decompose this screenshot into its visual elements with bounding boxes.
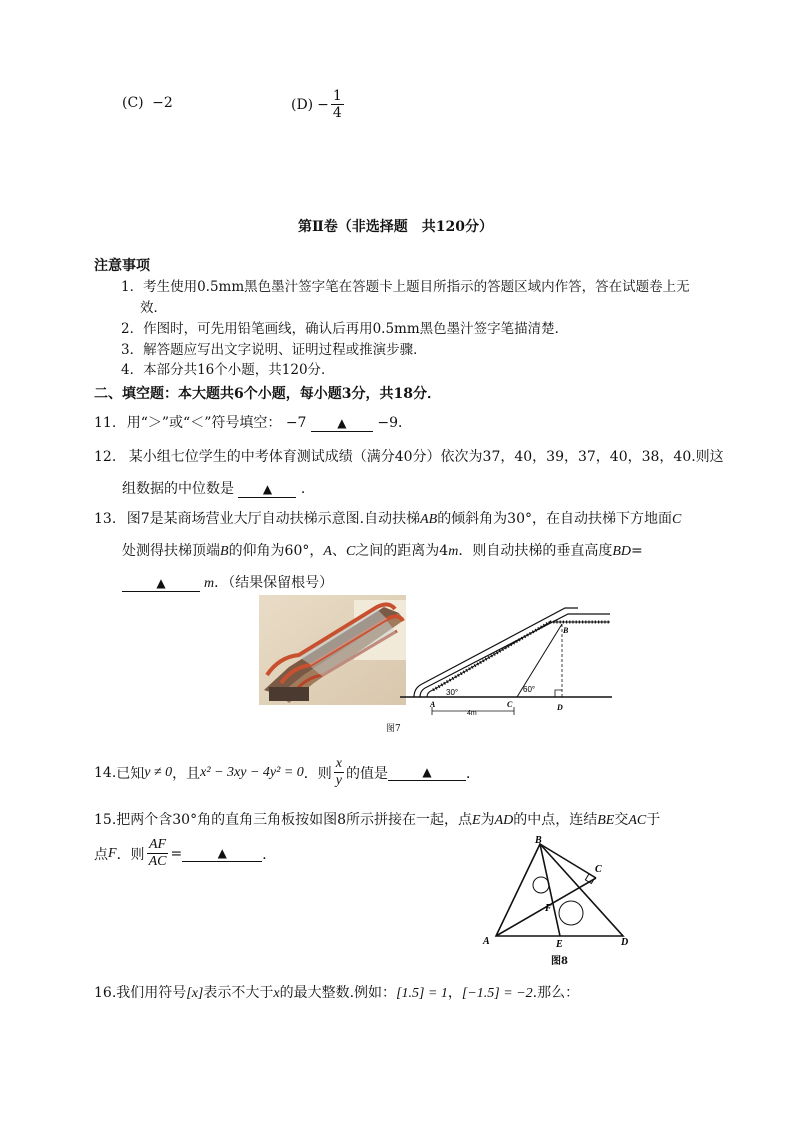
question-14: [94, 756, 480, 789]
note-1: 1．考生使用0.5mm黑色墨汁签字笔在答题卡上题目所指示的答题区域内作答，答在试题卷上无: [121, 279, 690, 295]
escalator-diagram: [400, 600, 618, 720]
q14-answer-blank[interactable]: [388, 764, 466, 781]
q14-frac-den: y: [335, 773, 342, 788]
escalator-photo: [259, 595, 406, 705]
q15-number: 15.: [94, 812, 117, 828]
fig8-caption: 图8: [551, 956, 568, 967]
q13-number: 13.: [94, 511, 117, 527]
q16-example-1: [1.5] = 1: [396, 986, 448, 1001]
answer-triangle-icon: ▲: [337, 416, 347, 430]
q15-text-1c: 的中点，连结: [513, 812, 598, 828]
q14-fraction: [334, 756, 344, 789]
fig7-caption: 图7: [386, 724, 401, 734]
q13-text-2b: 的仰角为60°，: [228, 543, 324, 559]
q15-text-1b: 为: [480, 812, 495, 828]
q13-answer-blank[interactable]: [122, 575, 200, 592]
option-d: [291, 88, 346, 121]
q15-answer-blank[interactable]: [182, 845, 262, 862]
q12-line1: 某小组七位学生的中考体育测试成绩（满分40分）依次为37，40，39，37，40，38，40.则这: [128, 449, 724, 465]
q16-text-b: 表示不大于: [203, 985, 274, 1001]
fig8-label-b: B: [535, 835, 542, 846]
note-3: 3．解答题应写出文字说明、证明过程或推演步骤．: [121, 342, 427, 358]
part-heading: 二、填空题：本大题共6个小题，每小题3分，共18分．: [94, 386, 441, 402]
q13-text-2a: 处测得扶梯顶端: [122, 543, 220, 559]
q14-frac-num: x: [335, 756, 342, 771]
fig8-label-f: F: [545, 903, 552, 914]
q16-x: x: [273, 986, 280, 1001]
answer-triangle-icon: ▲: [262, 482, 273, 496]
fig7-label-c: C: [507, 700, 513, 709]
q14-condition: y ≠ 0: [144, 764, 173, 780]
question-13: [94, 508, 681, 528]
q12-line2-text: 组数据的中位数是: [122, 481, 234, 497]
question-16: [94, 982, 579, 1002]
q13-line3: [122, 572, 333, 592]
q15-ac: AC: [628, 813, 647, 828]
question-15: [94, 809, 660, 829]
answer-triangle-icon: ▲: [217, 846, 227, 860]
q13-b: B: [220, 544, 229, 559]
q13-m2: m: [204, 576, 215, 591]
q13-text-2f: =: [631, 543, 643, 559]
option-d-denominator: 4: [332, 105, 342, 121]
q15-text-2b: ．则: [116, 846, 145, 863]
notes-heading: 注意事项: [94, 258, 150, 274]
q11-text: 用“＞”或“＜”符号填空：: [126, 415, 282, 431]
fig7-label-d: D: [557, 703, 563, 712]
q12-answer-blank[interactable]: [238, 481, 296, 498]
fig7-angle-60: 60°: [523, 685, 536, 694]
q11-answer-blank[interactable]: [311, 415, 373, 432]
q11-left: −7: [285, 415, 307, 431]
q15-e: E: [472, 813, 481, 828]
q11-number: 11.: [94, 415, 117, 431]
q13-m: m: [448, 544, 459, 559]
q15-be: BE: [597, 813, 615, 828]
q12-line2-end: .: [300, 481, 306, 497]
q15-text-1a: 把两个含30°角的直角三角板按如图8所示拼接在一起，点: [116, 812, 472, 828]
fig7-distance: 4m: [467, 710, 477, 717]
q13-ab: AB: [420, 512, 438, 527]
q16-text-e: .那么：: [532, 985, 580, 1001]
fig8-label-d: D: [621, 937, 629, 948]
q14-then: ．则: [303, 765, 332, 782]
q13-text-1b: 的倾斜角为30°，在自动扶梯下方地面: [437, 511, 673, 527]
q14-equation: x² − 3xy − 4y² = 0: [200, 764, 304, 780]
question-12: [94, 446, 724, 466]
q15-text-2c: =: [170, 845, 183, 862]
option-c: [122, 95, 173, 111]
q16-text-c: 的最大整数.例如：: [279, 985, 397, 1001]
q16-number: 16.: [94, 985, 117, 1001]
q13-text-2c: 、: [331, 543, 346, 559]
q14-end: ．: [465, 765, 480, 782]
answer-triangle-icon: ▲: [156, 576, 166, 590]
q16-text-d: ，: [447, 985, 462, 1001]
section-title: 第Ⅱ卷（非选择题 共120分）: [298, 219, 494, 235]
fig7-label-a: A: [430, 700, 436, 709]
fig8-label-e: E: [556, 939, 563, 950]
q12-number: 12.: [94, 449, 117, 465]
q16-text-a: 我们用符号: [116, 985, 187, 1001]
option-c-label: (C): [122, 95, 144, 111]
q13-a: A: [323, 544, 332, 559]
fig8-label-a: A: [483, 936, 490, 947]
q16-symbol: [x]: [186, 986, 204, 1001]
q13-text-3: ．（结果保留根号）: [214, 575, 334, 591]
q15-text-1d: 交: [614, 812, 629, 828]
q14-number: 14.: [94, 764, 117, 781]
q15-line2: [94, 837, 276, 870]
q13-c: C: [672, 512, 682, 527]
q13-text-2e: ．则自动扶梯的垂直高度: [458, 543, 613, 559]
option-d-label: (D): [291, 96, 314, 113]
fig7-angle-30: 30°: [446, 688, 459, 697]
q14-pre: 已知: [116, 765, 145, 782]
triangle-diagram: [478, 834, 638, 964]
fig8-label-c: C: [595, 864, 602, 875]
option-d-minus: −: [317, 96, 329, 113]
q15-fraction: [147, 837, 169, 870]
note-2: 2．作图时，可先用铅笔画线，确认后再用0.5mm黑色墨汁签字笔描清楚．: [121, 321, 569, 337]
q14-mid: ，且: [172, 765, 201, 782]
q16-example-2: [−1.5] = −2: [461, 986, 533, 1001]
q15-frac-num: AF: [148, 837, 167, 852]
note-4: 4．本部分共16个小题，共120分．: [121, 362, 335, 378]
q13-line2: [122, 540, 643, 560]
q12-line2: [122, 478, 305, 498]
note-1-cont: 效．: [140, 300, 167, 316]
question-11: [94, 412, 412, 432]
q13-text-2d: 之间的距离为4: [355, 543, 449, 559]
q13-text-1a: 图7是某商场营业大厅自动扶梯示意图.自动扶梯: [126, 511, 421, 527]
q15-text-2a: 点: [94, 846, 108, 863]
q11-right: −9．: [377, 415, 412, 431]
q13-bd: BD: [612, 544, 632, 559]
q15-f: F: [108, 845, 117, 861]
fig7-label-b: B: [563, 626, 569, 635]
q15-text-2d: ．: [262, 846, 277, 863]
q15-text-1e: 于: [646, 812, 661, 828]
option-c-value: −2: [152, 95, 173, 111]
q15-ad: AD: [494, 813, 514, 828]
answer-triangle-icon: ▲: [422, 765, 432, 779]
q15-frac-den: AC: [148, 854, 167, 869]
option-d-numerator: 1: [332, 88, 342, 104]
q13-c2: C: [345, 544, 356, 559]
q14-post: 的值是: [345, 765, 388, 782]
option-d-fraction: [331, 88, 344, 121]
